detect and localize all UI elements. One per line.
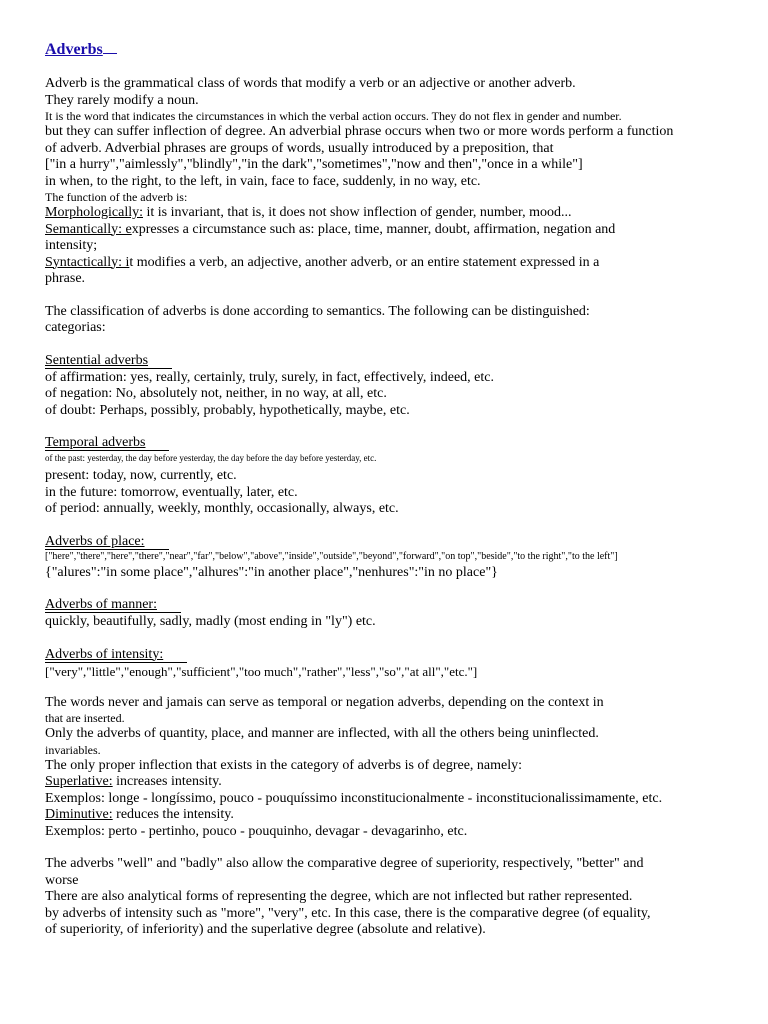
function-morphological: [45, 205, 760, 222]
final-line-2: worse: [45, 872, 79, 888]
spacer: [45, 288, 760, 304]
temporal-line: in the future: tomorrow, eventually, later, etc.: [45, 484, 298, 500]
sentential-line: of affirmation: yes, really, certainly, truly, surely, in fact, effectively, indeed, etc.: [45, 369, 494, 385]
diminutive-label: Diminutive:: [45, 807, 113, 822]
diminutive-row: [45, 807, 760, 824]
spacer: [45, 631, 760, 647]
diminutive-text: reduces the intensity.: [112, 807, 234, 822]
sem-label: Semantically: e: [45, 221, 132, 237]
intro-line-2: They rarely modify a noun.: [45, 92, 199, 108]
words-line-1b: that are inserted.: [45, 711, 125, 725]
intro2-line-2: of adverb. Adverbial phrases are groups of words, usually introduced by a preposition, that: [45, 140, 554, 156]
sentential-line: of negation: No, absolutely not, neither, in no way, at all, etc.: [45, 386, 387, 401]
spacer: [45, 679, 760, 695]
words-line-2b: invariables.: [45, 742, 101, 757]
final-line-3: There are also analytical forms of representing the degree, which are not inflected but rather represented.: [45, 889, 633, 904]
function-semantic-cont: intensity;: [45, 238, 98, 253]
syn-label: Syntactically: i: [45, 254, 130, 270]
classification-line-1: The classification of adverbs is done according to semantics. The following can be distinguished:: [45, 303, 590, 319]
title-link[interactable]: Adverbs: [45, 41, 103, 58]
classification-line-2: categorias:: [45, 320, 106, 335]
page-title[interactable]: [45, 40, 760, 60]
function-syntactic: [45, 255, 760, 272]
superlative-examples: Exemplos: longe - longíssimo, pouco - pouquíssimo inconstitucionalmente - inconstitucionalissimamente, etc.: [45, 790, 663, 806]
spacer: [45, 840, 760, 856]
morph-label: Morphologically:: [45, 205, 143, 220]
intro-small-line: It is the word that indicates the circumstances in which the verbal action occurs. They do not flex in gender and number.: [45, 109, 622, 123]
morph-text: it is invariant, that is, it does not show inflection of gender, number, mood...: [143, 205, 572, 220]
place-heading-row: [45, 534, 760, 551]
function-semantic: [45, 222, 760, 239]
document-body: [45, 40, 760, 939]
final-line-1: The adverbs "well" and "badly" also allow the comparative degree of superiority, respectively, "better" and: [45, 856, 644, 871]
manner-line: quickly, beautifully, sadly, madly (most ending in "ly") etc.: [45, 614, 376, 629]
place-heading: Adverbs of place:: [45, 535, 169, 550]
superlative-text: increases intensity.: [112, 774, 222, 789]
intro-line-1: Adverb is the grammatical class of words that modify a verb or an adjective or another adverb.: [45, 76, 576, 91]
words-line-1: The words never and jamais can serve as temporal or negation adverbs, depending on the context in: [45, 694, 604, 710]
sentential-line: of doubt: Perhaps, possibly, probably, hypothetically, maybe, etc.: [45, 402, 410, 418]
sentential-heading: Sentential adverbs: [45, 354, 172, 369]
spacer: [45, 581, 760, 597]
intensity-heading-row: [45, 647, 760, 664]
words-line-3: The only proper inflection that exists in the category of adverbs is of degree, namely:: [45, 757, 523, 773]
intensity-line: ["very","little","enough","sufficient","too much","rather","less","so","at all","etc."]: [45, 663, 478, 679]
title-underline: [103, 53, 117, 54]
temporal-heading-row: [45, 435, 760, 452]
spacer: [45, 518, 760, 534]
final-line-5: of superiority, of inferiority) and the superlative degree (absolute and relative).: [45, 922, 486, 937]
temporal-small-line: of the past: yesterday, the day before yesterday, the day before the day before yesterday, etc.: [45, 453, 377, 463]
intensity-heading: Adverbs of intensity:: [45, 648, 187, 663]
final-line-4: by adverbs of intensity such as "more", "very", etc. In this case, there is the comparative degree (of equality,: [45, 905, 651, 921]
temporal-line: present: today, now, currently, etc.: [45, 468, 237, 483]
intro2-line-1: but they can suffer inflection of degree. An adverbial phrase occurs when two or more words perform a function: [45, 124, 674, 139]
superlative-row: [45, 774, 760, 791]
superlative-label: Superlative:: [45, 774, 113, 789]
manner-heading-row: [45, 597, 760, 614]
intro2-line-3: ["in a hurry","aimlessly","blindly","in the dark","sometimes","now and then","once in a while"]: [45, 157, 583, 172]
spacer: [45, 419, 760, 435]
sem-text: xpresses a circumstance such as: place, time, manner, doubt, affirmation, negation and: [131, 221, 616, 237]
place-small-line: ["here","there","here","there","near","far","below","above","inside","outside","beyond","forward","on top","beside","to the right","to the left"]: [45, 550, 618, 562]
intro2-line-4: in when, to the right, to the left, in vain, face to face, suddenly, in no way, etc.: [45, 173, 481, 189]
manner-heading: Adverbs of manner:: [45, 598, 181, 613]
spacer: [45, 337, 760, 353]
words-line-2: Only the adverbs of quantity, place, and manner are inflected, with all the others being uninflected.: [45, 726, 599, 741]
temporal-line: of period: annually, weekly, monthly, occasionally, always, etc.: [45, 501, 399, 516]
function-intro: The function of the adverb is:: [45, 190, 188, 204]
temporal-heading: Temporal adverbs: [45, 436, 169, 451]
place-line: {"alures":"in some place","alhures":"in another place","nenhures":"in no place"}: [45, 564, 498, 580]
diminutive-examples: Exemplos: perto - pertinho, pouco - pouquinho, devagar - devagarinho, etc.: [45, 823, 468, 839]
sentential-heading-row: [45, 353, 760, 370]
syn-text: t modifies a verb, an adjective, another adverb, or an entire statement expressed in a: [129, 254, 600, 270]
function-syntactic-cont: phrase.: [45, 271, 86, 286]
